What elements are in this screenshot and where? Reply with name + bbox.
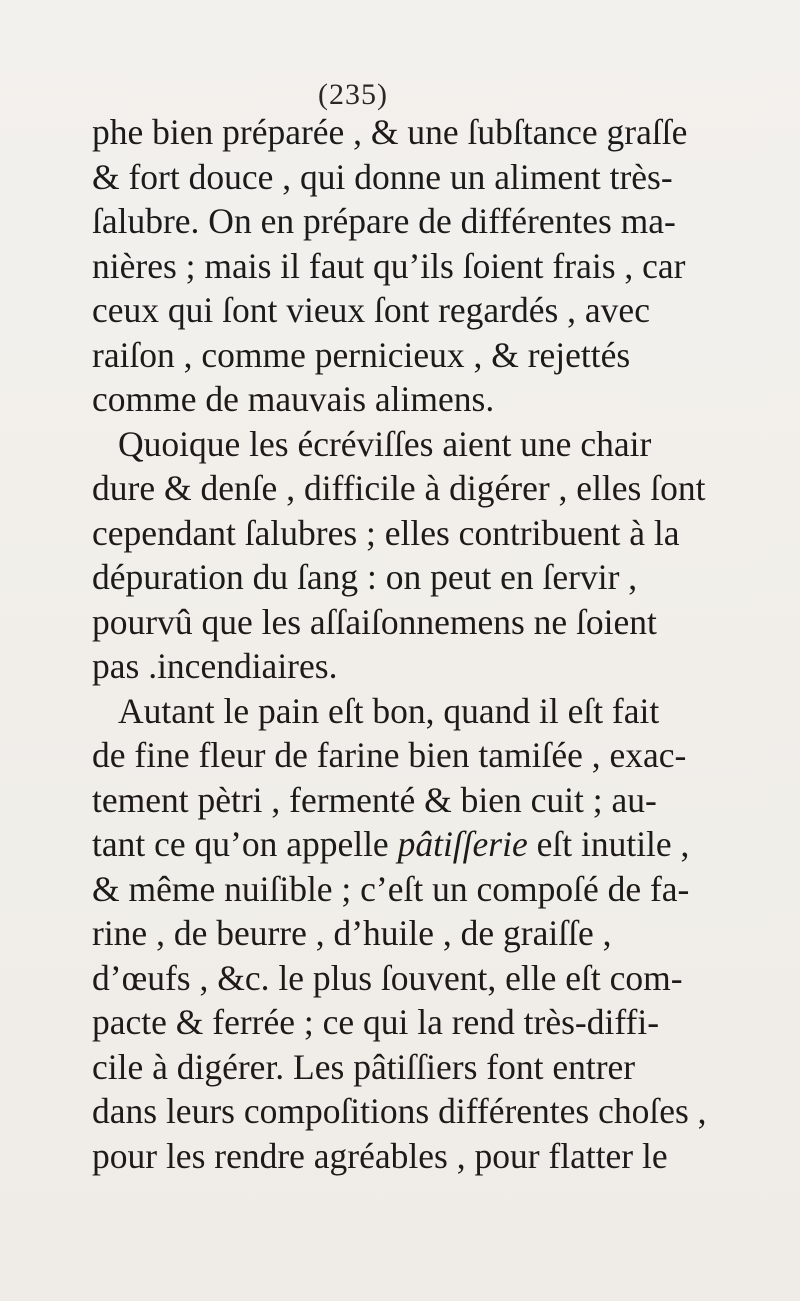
text-line: comme de mauvais alimens. (92, 379, 495, 419)
body-text (92, 110, 732, 1178)
text-line: rine , de beurre , d’huile , de graiſſe , (92, 913, 612, 953)
text-line: ceux qui ſont vieux ſont regardés , avec (92, 290, 650, 330)
italic-word: pâtiſſerie (397, 824, 528, 864)
text-line: cependant ſalubres ; elles contribuent à la (92, 512, 680, 553)
text-segment: tant ce qu’on appelle (92, 824, 398, 864)
text-line: raiſon , comme pernicieux , & rejettés (92, 334, 631, 375)
text-line: de fine fleur de farine bien tamiſée , exac- (92, 735, 687, 775)
text-line: dépuration du ſang : on peut en ſervir , (92, 557, 638, 597)
text-line: pour les rendre agréables , pour flatter le (92, 1135, 668, 1176)
text-line: d’œufs , &c. le plus ſouvent, elle eſt com- (92, 957, 683, 998)
text-line: & fort douce , qui donne un aliment très- (92, 156, 673, 197)
text-segment: eſt inutile , (527, 824, 690, 864)
text-line: dure & denſe , difficile à digérer , elles ſont (92, 468, 706, 508)
text-line: cile à digérer. Les pâtiſſiers font entrer (92, 1046, 636, 1087)
text-line: dans leurs compoſitions différentes choſes , (92, 1091, 707, 1131)
text-line: tement pètri , fermenté & bien cuit ; au- (92, 779, 657, 820)
text-line: pourvû que les aſſaiſonnemens ne ſoient (92, 601, 657, 642)
text-line: ſalubre. On en prépare de différentes ma- (92, 201, 676, 241)
text-line: pacte & ferrée ; ce qui la rend très-diffi- (92, 1002, 660, 1042)
text-line (92, 822, 732, 867)
page-number: (235) (318, 78, 388, 111)
text-line: Quoique les écréviſſes aient une chair (118, 423, 652, 464)
text-line: & même nuiſible ; c’eſt un compoſé de fa- (92, 868, 690, 909)
text-line: Autant le pain eſt bon, quand il eſt fait (118, 690, 660, 731)
text-line: nières ; mais il faut qu’ils ſoient frais , car (92, 245, 686, 286)
text-line: pas .incendiaires. (92, 646, 338, 686)
text-line: phe bien préparée , & une ſubſtance graſſe (92, 112, 688, 152)
